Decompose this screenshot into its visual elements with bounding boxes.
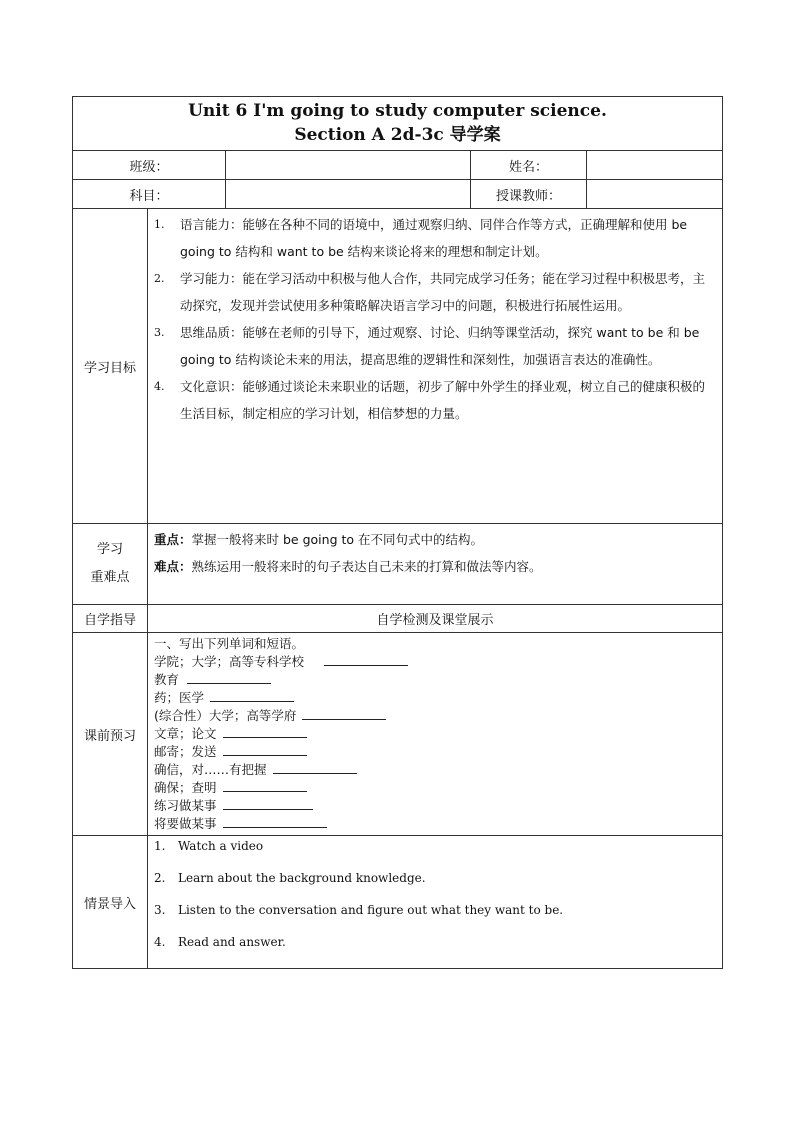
guide-heading: 自学检测及课堂展示: [148, 605, 723, 633]
subject-field[interactable]: [226, 180, 471, 209]
name-field[interactable]: [587, 151, 723, 180]
goal-item: [154, 211, 712, 265]
goals-cell: [148, 209, 723, 524]
preview-label: 课前预习: [73, 633, 148, 836]
scene-text: Learn about the background knowledge.: [178, 871, 426, 885]
scene-item: [154, 902, 716, 918]
vocab-item: [154, 779, 716, 797]
goal-item: [154, 373, 712, 427]
key-point-label: 重点：: [154, 532, 192, 547]
key-point-text: 掌握一般将来时 be going to 在不同句式中的结构。: [191, 532, 483, 547]
goal-item: [154, 319, 712, 373]
preview-cell: [148, 633, 723, 836]
key-point: [154, 526, 716, 553]
vocab-prompt: 练习做某事: [154, 798, 217, 813]
answer-blank[interactable]: [223, 797, 313, 810]
vocab-prompt: 学院；大学；高等专科学校: [154, 654, 305, 669]
goal-number: 3.: [154, 326, 165, 339]
keys-label-line-2: 重难点: [90, 570, 130, 585]
vocab-item: [154, 797, 716, 815]
goal-number: 2.: [154, 272, 165, 285]
vocab-item: [154, 653, 716, 671]
answer-blank[interactable]: [273, 761, 357, 774]
vocab-prompt: 将要做某事: [154, 816, 217, 831]
keys-cell: [148, 524, 723, 605]
answer-blank[interactable]: [223, 743, 307, 756]
difficult-point: [154, 553, 716, 580]
answer-blank[interactable]: [223, 779, 307, 792]
vocab-prompt: 邮寄；发送: [154, 744, 217, 759]
goals-label: 学习目标: [73, 209, 148, 524]
scene-item: [154, 838, 716, 854]
answer-blank[interactable]: [210, 689, 294, 702]
subject-label: 科目：: [73, 180, 226, 209]
goal-text: 思维品质：能够在老师的引导下，通过观察、讨论、归纳等课堂活动，探究 want to be 和 be going to 结构谈论未来的用法，提高思维的逻辑性和深刻性，加强语言表达的准确性。: [180, 325, 700, 367]
goal-text: 文化意识：能够通过谈论未来职业的话题，初步了解中外学生的择业观，树立自己的健康积极的生活目标，制定相应的学习计划，相信梦想的力量。: [180, 379, 706, 421]
vocab-prompt: 药；医学: [154, 690, 205, 705]
guide-label: 自学指导: [73, 605, 148, 633]
scene-text: Read and answer.: [178, 935, 286, 949]
scene-number: 2.: [154, 871, 166, 885]
vocab-prompt: 确保；查明: [154, 780, 217, 795]
vocab-item: [154, 689, 716, 707]
scene-text: Watch a video: [178, 839, 264, 853]
vocab-item: [154, 725, 716, 743]
preview-heading: 一、写出下列单词和短语。: [154, 636, 305, 651]
goal-text: 学习能力：能在学习活动中积极与他人合作，共同完成学习任务；能在学习过程中积极思考，主动探究，发现并尝试使用多种策略解决语言学习中的问题，积极进行拓展性运用。: [180, 271, 706, 313]
scene-number: 3.: [154, 903, 166, 917]
title-line-1: Unit 6 I'm going to study computer science.: [188, 101, 607, 121]
answer-blank[interactable]: [223, 725, 307, 738]
vocab-item: [154, 815, 716, 833]
scene-label: 情景导入: [73, 836, 148, 969]
vocab-prompt: 确信，对……有把握: [154, 762, 267, 777]
vocab-prompt: 教育: [154, 672, 180, 687]
title-cell: [73, 97, 723, 151]
scene-number: 1.: [154, 839, 166, 853]
goal-number: 4.: [154, 380, 165, 393]
class-field[interactable]: [226, 151, 471, 180]
goal-text: 语言能力：能够在各种不同的语境中，通过观察归纳、同伴合作等方式，正确理解和使用 be going to 结构和 want to be 结构来谈论将来的理想和制定计划。: [180, 217, 688, 259]
answer-blank[interactable]: [302, 707, 386, 720]
name-label: 姓名：: [471, 151, 587, 180]
scene-number: 4.: [154, 935, 166, 949]
goal-number: 1.: [154, 218, 165, 231]
vocab-prompt: 文章；论文: [154, 726, 217, 741]
title-line-2: Section A 2d-3c 导学案: [294, 125, 501, 145]
class-label: 班级：: [73, 151, 226, 180]
guide-sheet-table: [72, 96, 723, 969]
goal-item: [154, 265, 712, 319]
difficult-point-label: 难点：: [154, 559, 192, 574]
keys-label: [73, 524, 148, 605]
teacher-field[interactable]: [587, 180, 723, 209]
vocab-item: [154, 743, 716, 761]
difficult-point-text: 熟练运用一般将来时的句子表达自己未来的打算和做法等内容。: [191, 559, 542, 574]
answer-blank[interactable]: [223, 815, 327, 828]
answer-blank[interactable]: [187, 671, 271, 684]
vocab-item: [154, 671, 716, 689]
scene-text: Listen to the conversation and figure out what they want to be.: [178, 903, 564, 917]
vocab-prompt: (综合性）大学；高等学府: [154, 708, 297, 723]
vocab-item: [154, 761, 716, 779]
scene-cell: [148, 836, 723, 969]
teacher-label: 授课教师：: [471, 180, 587, 209]
scene-item: [154, 870, 716, 886]
scene-item: [154, 934, 716, 950]
answer-blank[interactable]: [324, 653, 408, 666]
keys-label-line-1: 学习: [96, 542, 123, 557]
vocab-item: [154, 707, 716, 725]
